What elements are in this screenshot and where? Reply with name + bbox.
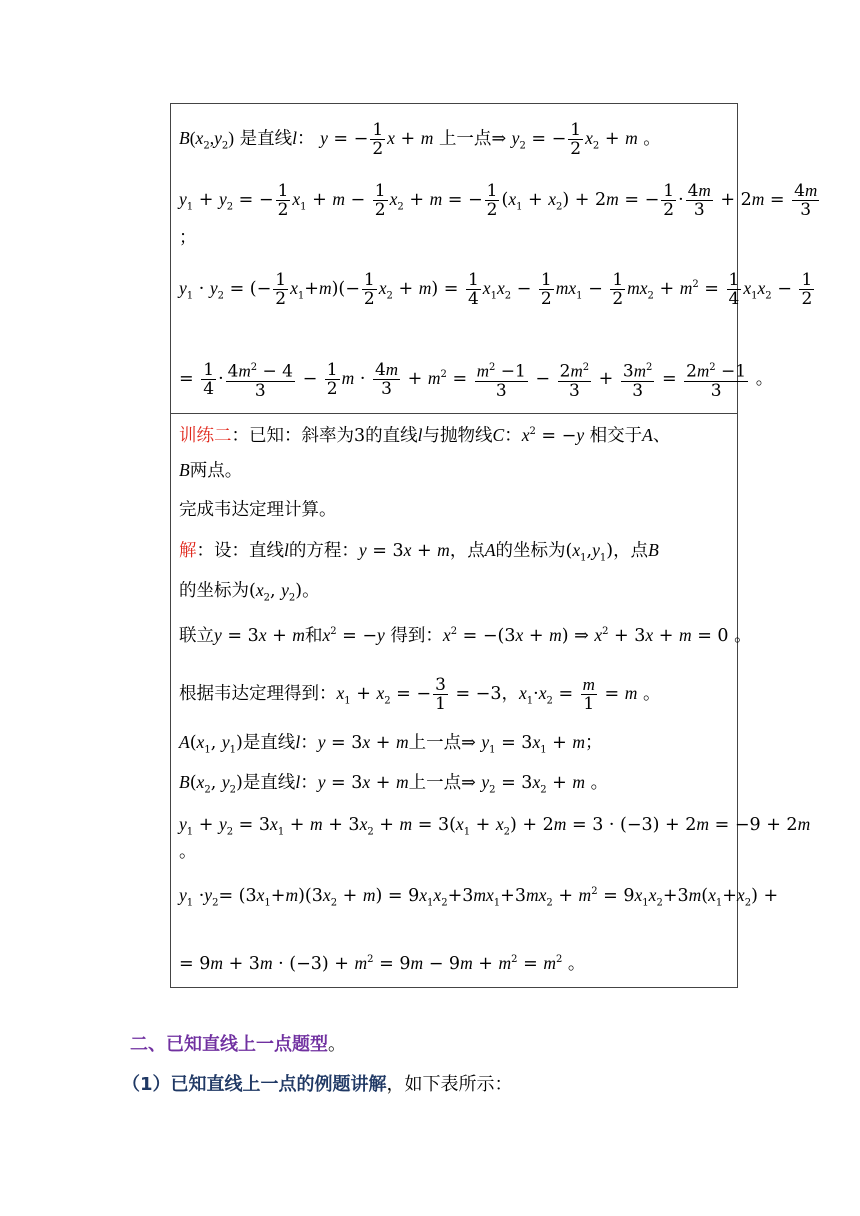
training-two-title-line2: B两点。 — [179, 460, 243, 481]
combine-line: 联立y = 3x + m和$x^2 = -y$ 得到：$x^2 = -(3x + m)$ ⇒ $x^2 + 3x + m = 0$ 。 — [179, 624, 752, 646]
solution-box-continued — [170, 103, 818, 415]
solve-line-1: 解：设：直线l的方程：y = 3x + m，点A的坐标为$(x_1,y_1)$，点B — [179, 540, 659, 564]
section-two-heading: 二、已知直线上一点题型。 — [130, 1034, 346, 1055]
product-y-result: = $\frac{1}{4}$ · $\frac{4m^2 - 4}{3}$ − $\frac{1}{2}$ m · $\frac{4m}{3}$ + $m^2$ = $\frac{m^2 -1}{3}$ − $\frac{2m^2}{3}$ + $\frac{3m^2}{3}$ = $\frac{2m^2 -1}{3}$ 。 — [179, 359, 774, 401]
period-mark: 。 — [179, 842, 197, 862]
vieta-line: 根据韦达定理得到：$x_1 + x_2$ = − $\frac{3}{1}$ = −3，$x_1\cdot x_2$ = $\frac{m}{1}$ = m 。 — [179, 675, 661, 714]
sum-y-equation: $y_1 + y_2$ = − $\frac{1}{2}$ $x_1 + m$ − $\frac{1}{2}$ $x_2 + m$ = − $\frac{1}{2}$ $(x_1 + x_2) + 2m$ = − $\frac{1}{2}$ · $\frac{4m}{3}$ + 2m = $\frac{4m}{3}$ — [179, 181, 818, 220]
subsection-one-heading: （1）已知直线上一点的例题讲解，如下表所示： — [122, 1074, 513, 1095]
product-y-equation: $y_1 \cdot y_2$ = (− $\frac{1}{2}$ $x_1+m)(-$ $\frac{1}{2}$ $x_2 + m$) = $\frac{1}{4}$ $x_1x_2$ − $\frac{1}{2}$ $mx_1$ − $\frac{1}{2}$ $mx_2 + m^2$ = $\frac{1}{4}$ $x_1x_2$ − $\frac{1}{2}$ — [179, 270, 813, 309]
training-two-box — [170, 413, 811, 988]
semicolon-mark: ； — [179, 228, 197, 248]
point-a-line: $A(x_1$, $y_1$)是直线l：y = 3x + m上一点⇒ $y_1 = 3x_1 + m$； — [179, 732, 603, 756]
solve-label: 解 — [179, 541, 197, 561]
training-two-title: 训练二：已知：斜率为3的直线l与抛物线C：$x^2 = -y$ 相交于A、 — [179, 424, 671, 446]
product-y-line-2: $y_1 \cdot y_2= (3x_1+m)(3x_2 + m) = 9x_1x_2+3mx_1+3mx_2 + m^2 = 9x_1x_2+3m(x_1+x_2)$ + — [179, 884, 779, 909]
product-y-result-2: = $9m + 3m \cdot (-3) + m^2 = 9m - 9m + m^2 = m^2$ 。 — [179, 952, 586, 974]
point-b-line-2: $B(x_2$, $y_2$)是直线l：y = 3x + m上一点⇒ $y_2 = 3x_2 + m$ 。 — [179, 772, 609, 796]
task-text: 完成韦达定理计算。 — [179, 500, 337, 520]
training-label: 训练二 — [179, 425, 232, 446]
point-b-line: $B(x_2,y_2)$ 是直线l： y = − $\frac{1}{2}$ x + m 上一点⇒ $y_2$ = − $\frac{1}{2}$ $x_2 + m$ 。 — [179, 120, 661, 159]
sum-y-line-2: $y_1 + y_2 = 3x_1 + m + 3x_2 + m = 3(x_1 + x_2) + 2m = 3 \cdot (-3) + 2m = -9 + 2m$ — [179, 814, 811, 838]
solve-line-2: 的坐标为($x_2$, $y_2$)。 — [179, 580, 320, 604]
